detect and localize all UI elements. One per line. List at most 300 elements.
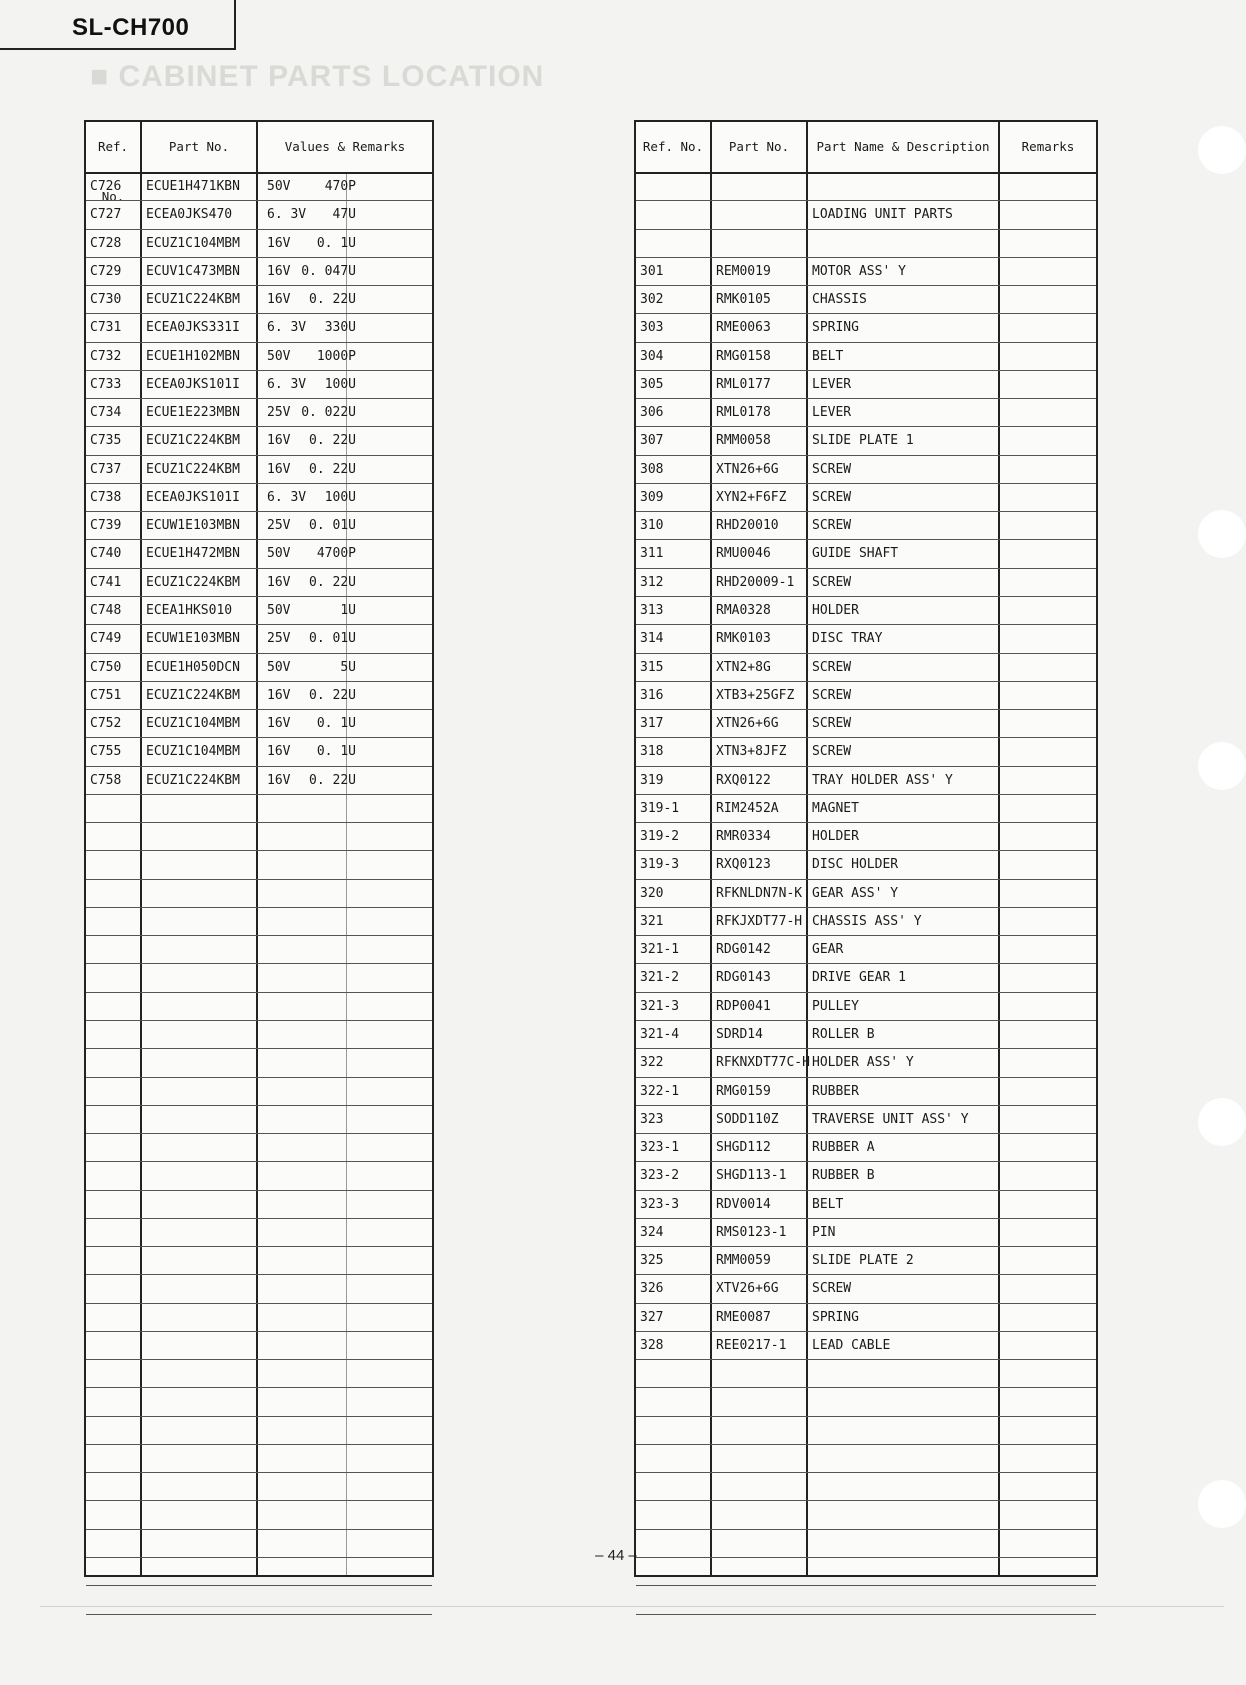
table-row (636, 1078, 1096, 1106)
table-row (636, 1219, 1096, 1247)
part-no-cell: ECEA0JKS101I (146, 489, 240, 505)
table-row (86, 625, 432, 653)
ref-no-cell: 322-1 (640, 1083, 680, 1099)
table-row (86, 484, 432, 512)
part-no-cell: RHD20009-1 (716, 574, 795, 590)
part-name-cell: GUIDE SHAFT (812, 546, 899, 562)
table-row (86, 1275, 432, 1303)
part-name-cell: RUBBER (812, 1083, 859, 1099)
ref-no-cell: C741 (90, 574, 122, 590)
part-name-cell: SCREW (812, 744, 852, 760)
part-name-cell: RUBBER A (812, 1140, 875, 1156)
part-name-cell: DISC HOLDER (812, 857, 899, 873)
part-no-cell: RMA0328 (716, 602, 771, 618)
ref-no-cell: 305 (640, 376, 664, 392)
part-name-cell: BELT (812, 348, 844, 364)
part-name-cell: SPRING (812, 320, 859, 336)
part-no-cell: RHD20010 (716, 518, 779, 534)
table-row (636, 1558, 1096, 1586)
ref-no-cell: 321-4 (640, 1026, 680, 1042)
ref-no-cell: 321 (640, 913, 664, 929)
part-no-cell: RMM0058 (716, 433, 771, 449)
part-no-cell: SDRD14 (716, 1026, 763, 1042)
capacitor-parts-table (84, 120, 434, 1577)
part-no-cell: RMR0334 (716, 829, 771, 845)
table-row (86, 1191, 432, 1219)
table-body (86, 173, 432, 1615)
table-row (86, 314, 432, 342)
ref-no-cell: 327 (640, 1309, 664, 1325)
table-row (636, 201, 1096, 229)
part-no-cell: RMK0103 (716, 631, 771, 647)
ref-no-cell: 302 (640, 292, 664, 308)
part-name-cell: SCREW (812, 716, 852, 732)
part-name-cell: HOLDER ASS' Y (812, 1055, 914, 1071)
part-name-cell: DRIVE GEAR 1 (812, 970, 906, 986)
ref-no-cell: 303 (640, 320, 664, 336)
part-no-cell: XTN3+8JFZ (716, 744, 787, 760)
table-row (636, 1191, 1096, 1219)
table-row (636, 258, 1096, 286)
table-body (636, 173, 1096, 1615)
table-row (86, 1106, 432, 1134)
ref-no-cell: 319-3 (640, 857, 680, 873)
part-name-cell: SCREW (812, 659, 852, 675)
capacitance-cell: 0. 022U (301, 405, 356, 421)
ref-no-cell: C729 (90, 263, 122, 279)
table-row (636, 230, 1096, 258)
ref-no-cell: 325 (640, 1253, 664, 1269)
part-no-cell (716, 173, 814, 200)
capacitance-cell: 0. 22U (309, 772, 356, 788)
voltage-cell: 16V (267, 235, 291, 251)
capacitance-cell: 4700P (316, 546, 356, 562)
part-name-cell: PIN (812, 1224, 836, 1240)
capacitance-cell: 470P (324, 179, 356, 194)
table-row (636, 569, 1096, 597)
table-row (636, 1501, 1096, 1529)
table-row (86, 964, 432, 992)
part-no-cell: ECUE1H102MBN (146, 348, 240, 364)
table-header (636, 122, 1096, 174)
binder-hole (1198, 742, 1246, 790)
part-name-cell: SLIDE PLATE 1 (812, 433, 914, 449)
part-no-cell: ECEA0JKS331I (146, 320, 240, 336)
table-row (86, 1473, 432, 1501)
table-row (86, 908, 432, 936)
table-row (86, 1586, 432, 1614)
ref-no-cell: 304 (640, 348, 664, 364)
ref-no-cell: 321-2 (640, 970, 680, 986)
model-tab (0, 0, 236, 50)
ref-no-cell (640, 173, 710, 200)
voltage-cell: 50V (267, 179, 291, 194)
voltage-cell: 16V (267, 461, 291, 477)
table-row (636, 1162, 1096, 1190)
capacitance-cell: 0. 22U (309, 292, 356, 308)
part-no-cell: ECUZ1C104MBM (146, 744, 240, 760)
voltage-cell: 16V (267, 292, 291, 308)
table-row (86, 1247, 432, 1275)
part-no-cell: RDV0014 (716, 1196, 771, 1212)
part-name-cell: CHASSIS ASS' Y (812, 913, 922, 929)
table-row (86, 993, 432, 1021)
header-ref-no: Ref. No. (642, 139, 704, 154)
part-no-cell: SHGD112 (716, 1140, 771, 1156)
ref-no-cell: C734 (90, 405, 122, 421)
part-no-cell: SODD110Z (716, 1111, 779, 1127)
part-no-cell (716, 201, 814, 228)
part-no-cell: ECUW1E103MBN (146, 518, 240, 534)
table-row (86, 597, 432, 625)
ref-no-cell: 316 (640, 687, 664, 703)
table-row (636, 993, 1096, 1021)
part-no-cell: RMU0046 (716, 546, 771, 562)
table-row (86, 1417, 432, 1445)
part-name-cell (812, 173, 988, 200)
header-part-no: Part No. (728, 139, 790, 154)
part-no-cell: RFKNLDN7N-K (716, 885, 803, 901)
voltage-cell: 6. 3V (267, 376, 307, 392)
table-row (636, 512, 1096, 540)
capacitance-cell: 100U (324, 489, 356, 505)
binder-hole (1198, 1480, 1246, 1528)
table-row (636, 540, 1096, 568)
ref-no-cell: C749 (90, 631, 122, 647)
capacitance-cell: 5U (340, 659, 356, 675)
table-row (636, 1388, 1096, 1416)
ref-no-cell: C728 (90, 235, 122, 251)
part-name-cell: SCREW (812, 687, 852, 703)
part-no-cell: RML0178 (716, 405, 771, 421)
part-name-cell: DISC TRAY (812, 631, 883, 647)
voltage-cell: 25V (267, 631, 291, 647)
voltage-cell: 25V (267, 518, 291, 534)
ref-no-cell: 315 (640, 659, 664, 675)
ref-no-cell: 318 (640, 744, 664, 760)
capacitance-cell: 100U (324, 376, 356, 392)
part-no-cell: ECUZ1C224KBM (146, 292, 240, 308)
table-row (86, 936, 432, 964)
table-row (636, 625, 1096, 653)
part-name-cell: TRAVERSE UNIT ASS' Y (812, 1111, 969, 1127)
ref-no-cell: 323-3 (640, 1196, 680, 1212)
part-no-cell: RMG0158 (716, 348, 771, 364)
part-name-cell: SCREW (812, 1281, 852, 1297)
show-through-title: ■ CABINET PARTS LOCATION (90, 60, 545, 93)
ref-no-cell: 312 (640, 574, 664, 590)
part-name-cell: SPRING (812, 1309, 859, 1325)
ref-no-cell: 320 (640, 885, 664, 901)
ref-no-cell: C731 (90, 320, 122, 336)
part-no-cell: ECEA0JKS470 (146, 207, 233, 223)
table-row (86, 738, 432, 766)
table-row (636, 795, 1096, 823)
header-part-name: Part Name & Description (816, 139, 990, 154)
part-no-cell: RMG0159 (716, 1083, 771, 1099)
capacitance-cell: 1000P (316, 348, 356, 364)
table-row (86, 1501, 432, 1529)
table-row (86, 823, 432, 851)
header-part-no: Part No. (168, 139, 230, 154)
table-row (636, 1021, 1096, 1049)
capacitance-cell: 0. 01U (309, 631, 356, 647)
ref-no-cell: C733 (90, 376, 122, 392)
table-row (86, 1445, 432, 1473)
part-no-cell: RXQ0123 (716, 857, 771, 873)
part-no-cell: ECUW1E103MBN (146, 631, 240, 647)
table-row (636, 173, 1096, 201)
part-no-cell: ECUV1C473MBN (146, 263, 240, 279)
ref-no-cell: C755 (90, 744, 122, 760)
table-row (86, 1360, 432, 1388)
part-name-cell: LEVER (812, 405, 852, 421)
capacitance-cell: 0. 22U (309, 461, 356, 477)
table-row (86, 1049, 432, 1077)
header-ref-no: Ref. No. (97, 139, 129, 204)
capacitance-cell: 0. 1U (316, 235, 356, 251)
ref-no-cell: 301 (640, 263, 664, 279)
ref-no-cell: C735 (90, 433, 122, 449)
table-row (636, 371, 1096, 399)
part-name-cell: HOLDER (812, 602, 859, 618)
ref-no-cell: 326 (640, 1281, 664, 1297)
voltage-cell: 16V (267, 433, 291, 449)
part-name-cell: CHASSIS (812, 292, 867, 308)
ref-no-cell: 323-1 (640, 1140, 680, 1156)
table-row (636, 908, 1096, 936)
capacitance-cell: 0. 22U (309, 687, 356, 703)
ref-no-cell: 321-1 (640, 942, 680, 958)
capacitance-cell: 1U (340, 602, 356, 618)
part-no-cell: RMS0123-1 (716, 1224, 787, 1240)
table-row (636, 1530, 1096, 1558)
ref-no-cell: C740 (90, 546, 122, 562)
part-no-cell: ECUZ1C104MBM (146, 235, 240, 251)
capacitance-cell: 330U (324, 320, 356, 336)
part-no-cell: REM0019 (716, 263, 771, 279)
capacitance-cell: 0. 1U (316, 716, 356, 732)
ref-no-cell: 309 (640, 489, 664, 505)
part-no-cell: ECUE1H050DCN (146, 659, 240, 675)
part-no-cell: RDG0143 (716, 970, 771, 986)
table-row (86, 1332, 432, 1360)
part-no-cell: ECUZ1C224KBM (146, 574, 240, 590)
part-no-cell: XTN26+6G (716, 461, 779, 477)
table-row (86, 654, 432, 682)
table-row (636, 399, 1096, 427)
part-no-cell: XTN26+6G (716, 716, 779, 732)
capacitance-cell: 0. 1U (316, 744, 356, 760)
table-row (86, 343, 432, 371)
part-no-cell: SHGD113-1 (716, 1168, 787, 1184)
part-no-cell: XTN2+8G (716, 659, 771, 675)
voltage-cell: 16V (267, 263, 291, 279)
table-row (86, 399, 432, 427)
part-no-cell: ECUZ1C104MBM (146, 716, 240, 732)
ref-no-cell: C732 (90, 348, 122, 364)
ref-no-cell: C751 (90, 687, 122, 703)
page-edge-line (40, 1606, 1224, 1607)
part-name-cell: SCREW (812, 518, 852, 534)
table-row (636, 1275, 1096, 1303)
table-row (636, 1332, 1096, 1360)
table-row (636, 1247, 1096, 1275)
table-row (86, 1078, 432, 1106)
ref-no-cell: C748 (90, 602, 122, 618)
header-remarks: Remarks (1021, 139, 1075, 154)
table-row (86, 1021, 432, 1049)
part-no-cell (716, 230, 814, 257)
table-row (636, 880, 1096, 908)
part-no-cell: RML0177 (716, 376, 771, 392)
capacitance-cell: 0. 22U (309, 433, 356, 449)
part-name-cell: LEAD CABLE (812, 1337, 891, 1353)
table-row (636, 427, 1096, 455)
part-no-cell: ECUE1H472MBN (146, 546, 240, 562)
table-row (86, 1558, 432, 1586)
table-row (86, 427, 432, 455)
table-row (86, 569, 432, 597)
part-no-cell: RME0063 (716, 320, 771, 336)
ref-no-cell: 313 (640, 602, 664, 618)
table-row (636, 1106, 1096, 1134)
ref-no-cell: 308 (640, 461, 664, 477)
table-row (86, 851, 432, 879)
voltage-cell: 16V (267, 687, 291, 703)
part-no-cell: ECEA1HKS010 (146, 602, 233, 618)
model-name: SL-CH700 (72, 14, 190, 41)
table-row (636, 1473, 1096, 1501)
part-name-cell: GEAR (812, 942, 844, 958)
voltage-cell: 50V (267, 348, 291, 364)
ref-no-cell: 314 (640, 631, 664, 647)
table-row (636, 1417, 1096, 1445)
capacitance-cell: 0. 22U (309, 574, 356, 590)
voltage-cell: 16V (267, 772, 291, 788)
part-name-cell: PULLEY (812, 998, 859, 1014)
binder-hole (1198, 510, 1246, 558)
loading-unit-parts-table (634, 120, 1098, 1577)
ref-no-cell: 322 (640, 1055, 664, 1071)
part-no-cell: XYN2+F6FZ (716, 489, 787, 505)
table-row (636, 1445, 1096, 1473)
part-no-cell: XTB3+25GFZ (716, 687, 795, 703)
ref-no-cell: 323-2 (640, 1168, 680, 1184)
table-row (636, 823, 1096, 851)
table-row (636, 767, 1096, 795)
part-name-cell: LOADING UNIT PARTS (812, 207, 953, 223)
part-name-cell: SCREW (812, 574, 852, 590)
table-row (86, 230, 432, 258)
part-no-cell: ECUZ1C224KBM (146, 772, 240, 788)
table-row (636, 1586, 1096, 1614)
part-no-cell: ECUE1E223MBN (146, 405, 240, 421)
ref-no-cell: 311 (640, 546, 664, 562)
part-name-cell: SLIDE PLATE 2 (812, 1253, 914, 1269)
table-row (636, 456, 1096, 484)
voltage-cell: 50V (267, 659, 291, 675)
table-row (636, 682, 1096, 710)
ref-no-cell (640, 230, 710, 257)
ref-no-cell: 317 (640, 716, 664, 732)
table-row (636, 1134, 1096, 1162)
part-no-cell: RFKJXDT77-H (716, 913, 803, 929)
table-row (636, 654, 1096, 682)
ref-no-cell: C758 (90, 772, 122, 788)
table-row (636, 710, 1096, 738)
table-row (86, 795, 432, 823)
part-no-cell: ECUZ1C224KBM (146, 461, 240, 477)
table-row (86, 540, 432, 568)
ref-no-cell: 310 (640, 518, 664, 534)
ref-no-cell: 306 (640, 405, 664, 421)
part-name-cell: HOLDER (812, 829, 859, 845)
table-row (86, 880, 432, 908)
table-row (86, 456, 432, 484)
ref-no-cell: 319-2 (640, 829, 680, 845)
table-row (636, 851, 1096, 879)
table-row (636, 738, 1096, 766)
table-row (86, 1388, 432, 1416)
voltage-cell: 16V (267, 716, 291, 732)
ref-no-cell: 323 (640, 1111, 664, 1127)
table-row (86, 1162, 432, 1190)
capacitance-cell: 47U (332, 207, 356, 223)
voltage-cell: 6. 3V (267, 489, 307, 505)
table-row (86, 710, 432, 738)
table-row (636, 1360, 1096, 1388)
part-no-cell: ECUZ1C224KBM (146, 687, 240, 703)
table-row (86, 258, 432, 286)
table-row (636, 964, 1096, 992)
part-name-cell: RUBBER B (812, 1168, 875, 1184)
ref-no-cell: 307 (640, 433, 664, 449)
capacitance-cell: 0. 047U (301, 263, 356, 279)
part-no-cell: RMM0059 (716, 1253, 771, 1269)
ref-no-cell: 324 (640, 1224, 664, 1240)
table-row (86, 1304, 432, 1332)
table-row (636, 314, 1096, 342)
part-no-cell: ECUZ1C224KBM (146, 433, 240, 449)
table-row (636, 1304, 1096, 1332)
table-row (86, 767, 432, 795)
part-name-cell: BELT (812, 1196, 844, 1212)
table-row (636, 484, 1096, 512)
binder-hole (1198, 126, 1246, 174)
part-name-cell: LEVER (812, 376, 852, 392)
part-name-cell: SCREW (812, 461, 852, 477)
table-row (86, 512, 432, 540)
voltage-cell: 50V (267, 602, 291, 618)
voltage-cell: 50V (267, 546, 291, 562)
ref-no-cell: C752 (90, 716, 122, 732)
part-no-cell: RDP0041 (716, 998, 771, 1014)
ref-no-cell: C727 (90, 207, 122, 223)
part-no-cell: RME0087 (716, 1309, 771, 1325)
capacitance-cell: 0. 01U (309, 518, 356, 534)
part-name-cell: MOTOR ASS' Y (812, 263, 906, 279)
part-name-cell (812, 230, 988, 257)
binder-hole (1198, 1098, 1246, 1146)
ref-no-cell: C738 (90, 489, 122, 505)
table-row (86, 682, 432, 710)
voltage-cell: 16V (267, 574, 291, 590)
ref-no-cell: C737 (90, 461, 122, 477)
part-no-cell: RMK0105 (716, 292, 771, 308)
ref-no-cell: 319 (640, 772, 664, 788)
part-no-cell: RXQ0122 (716, 772, 771, 788)
